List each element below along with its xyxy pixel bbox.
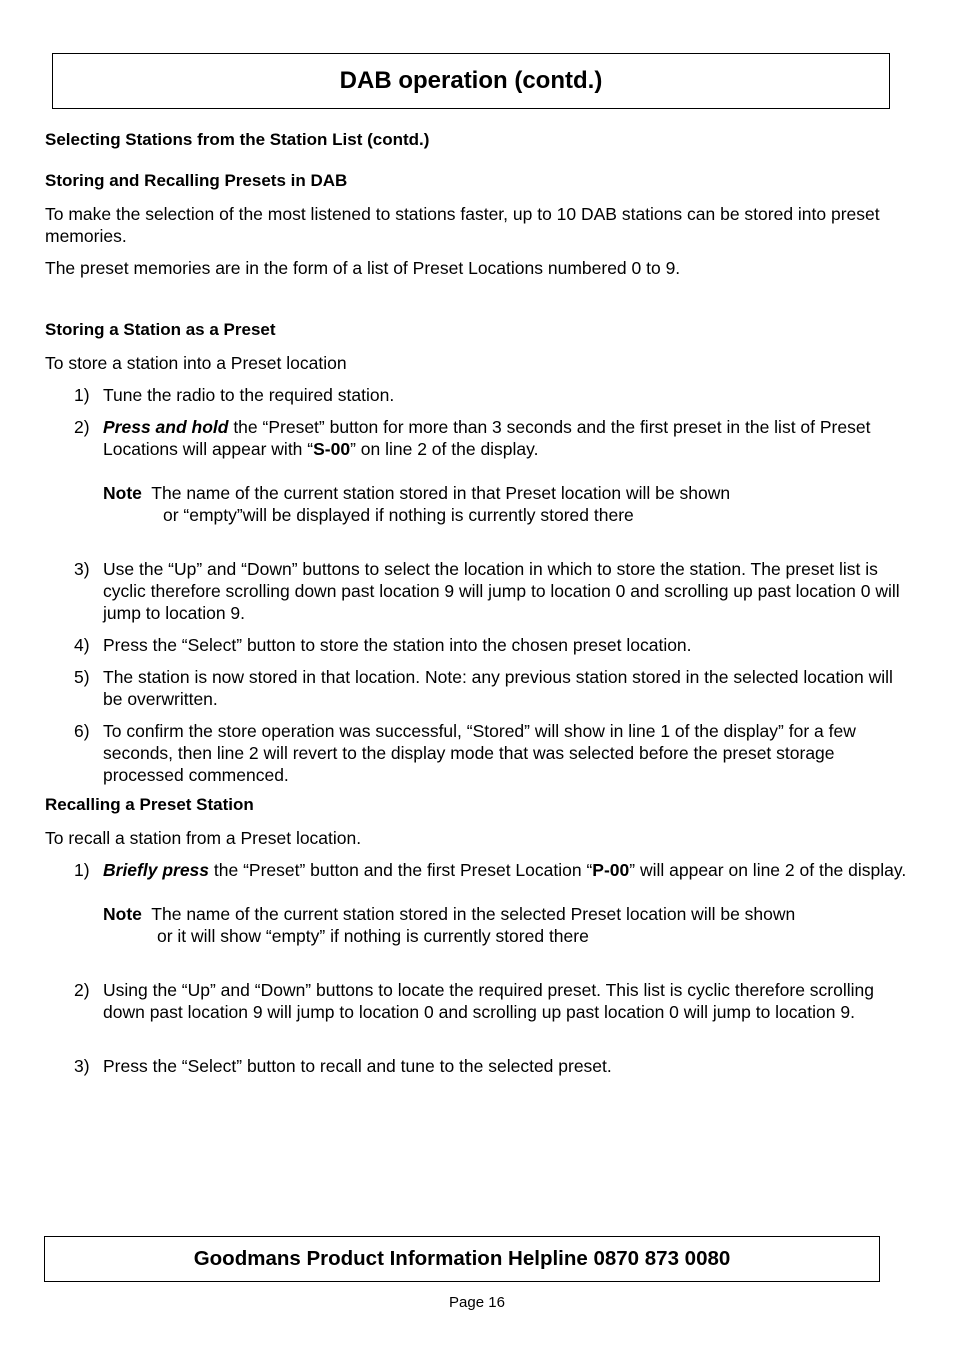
emphasis-briefly-press: Briefly press: [103, 860, 210, 880]
step-number: 3): [74, 559, 90, 579]
step-text: To confirm the store operation was successful, “Stored” will show in line 1 of the display” for a few seconds, then line 2 will revert to the display mode that was selected before the preset storage processed commenced.: [103, 721, 856, 785]
store-step-2: [74, 416, 914, 460]
display-code-p00: P-00: [592, 860, 630, 880]
store-step-3: [74, 558, 914, 624]
step-text: The station is now stored in that location. Note: any previous station stored in the selected location will be overwritten.: [103, 667, 893, 709]
page-title: DAB operation (contd.): [52, 53, 890, 109]
store-step-4: [74, 634, 914, 656]
helpline-box: Goodmans Product Information Helpline 0870 873 0080: [44, 1236, 880, 1282]
section-heading-storing-recalling: Storing and Recalling Presets in DAB: [45, 171, 348, 190]
step-text-part: the “Preset” button and the first Preset Location “: [209, 860, 593, 880]
recall-step-3: [74, 1055, 914, 1077]
note-label: Note: [103, 904, 142, 924]
note-line-1: The name of the current station stored in the selected Preset location will be shown: [141, 904, 796, 924]
recall-step-2: [74, 979, 914, 1023]
step-text-part: the “Preset” button for more than 3 seconds and the first preset in the list of Preset Locations will appear with “: [103, 417, 871, 459]
store-step-1: [74, 384, 914, 406]
display-code-s00: S-00: [313, 439, 351, 459]
step-text: Use the “Up” and “Down” buttons to select the location in which to store the station. The preset list is cyclic therefore scrolling down past location 9 will jump to location 0 and scrolling up past location 0 will jump to location 9.: [103, 559, 900, 623]
step-number: 5): [74, 667, 90, 687]
section-heading-recalling: Recalling a Preset Station: [45, 795, 254, 814]
intro-paragraph-1: To make the selection of the most listened to stations faster, up to 10 DAB stations can be stored into preset memories.: [45, 204, 880, 246]
recall-step-1: [74, 859, 914, 881]
note-line-1: The name of the current station stored in that Preset location will be shown: [141, 483, 731, 503]
step-text: Press the “Select” button to store the station into the chosen preset location.: [103, 635, 692, 655]
store-step-6: [74, 720, 914, 786]
note-line-2: or “empty”will be displayed if nothing is currently stored there: [163, 505, 634, 525]
step-number: 4): [74, 635, 90, 655]
section-heading-storing: Storing a Station as a Preset: [45, 320, 276, 339]
step-text: Press the “Select” button to recall and tune to the selected preset.: [103, 1056, 612, 1076]
step-text-part: ” will appear on line 2 of the display.: [629, 860, 907, 880]
section-heading-selecting: Selecting Stations from the Station List (contd.): [45, 130, 430, 149]
step-text: [103, 416, 914, 460]
step-text: Tune the radio to the required station.: [103, 385, 395, 405]
step-number: 1): [74, 385, 90, 405]
intro-paragraph-2: The preset memories are in the form of a list of Preset Locations numbered 0 to 9.: [45, 258, 681, 278]
step-text: [103, 859, 914, 881]
page-number: Page 16: [449, 1294, 505, 1311]
step-number: 6): [74, 721, 90, 741]
storing-intro: To store a station into a Preset location: [45, 353, 347, 373]
step-text-part: ” on line 2 of the display.: [350, 439, 539, 459]
recalling-intro: To recall a station from a Preset location.: [45, 828, 362, 848]
store-note: [103, 482, 903, 526]
note-label: Note: [103, 483, 142, 503]
recall-note: [103, 903, 903, 947]
note-line-2: or it will show “empty” if nothing is currently stored there: [157, 926, 589, 946]
emphasis-press-and-hold: Press and hold: [103, 417, 229, 437]
step-number: 2): [74, 417, 90, 437]
step-text: Using the “Up” and “Down” buttons to locate the required preset. This list is cyclic therefore scrolling down past location 9 will jump to location 0 and scrolling up past location 0 will jump to location 9.: [103, 980, 874, 1022]
step-number: 1): [74, 860, 90, 880]
step-number: 3): [74, 1056, 90, 1076]
store-step-5: [74, 666, 914, 710]
step-number: 2): [74, 980, 90, 1000]
